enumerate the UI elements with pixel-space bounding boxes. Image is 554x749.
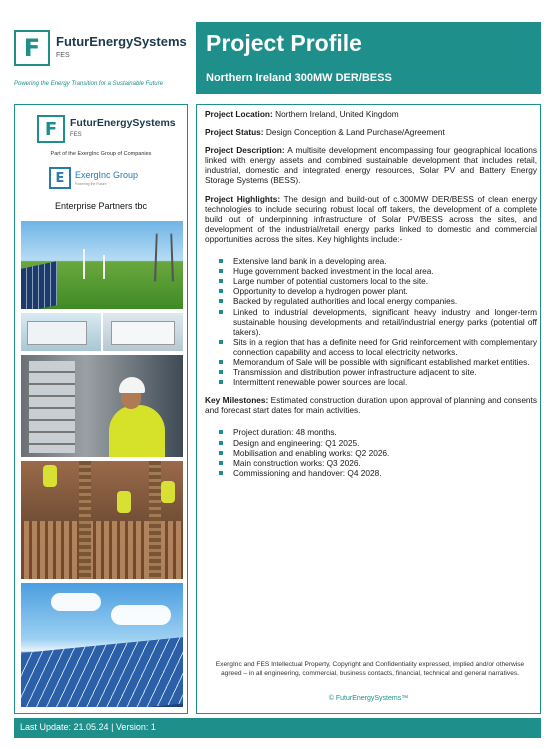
highlight-item: Huge government backed investment in the local area. [219,266,537,276]
content-body [205,109,537,478]
project-highlights: Project Highlights: The design and build-out of c.300MW DER/BESS of clean energy technologies to include securing robust local off takers, the development of a complete build out of underpinning infrastructure of Solar PV/BESS across the sites, and development of the industrial/retail energy parks linked to domestic and commercial opportunities across the sites. Key highlights include:- [205,193,537,244]
exerginc-name: ExergInc Group [75,170,139,180]
title-band [196,22,541,94]
highlight-item: Intermittent renewable power sources are local. [219,377,537,387]
project-description: Project Description: A multisite development encompassing four geographical locations linked with energy assets and combined sustainable development that includes retail, industrial, domestic and integrated energy resources, Solar PV and Battery Energy Storage Systems (BESS). [205,145,537,186]
solar-panel-shape [21,261,57,309]
company-abbr: FES [56,52,70,59]
bess-container-photo [21,313,101,351]
solar-farm-photo [21,583,183,707]
wind-turbine-shape [103,255,105,279]
renewables-landscape-photo [21,221,183,309]
pylon-shape [154,234,174,282]
highlight-item: Opportunity to develop a hydrogen power plant. [219,286,537,296]
highlights-list [219,256,537,387]
construction-site-photo [21,461,183,579]
company-name: FuturEnergySystems [56,34,187,49]
copyright: © FuturEnergySystems™ [328,695,409,702]
highlight-item: Transmission and distribution power infrastructure adjacent to site. [219,367,537,377]
main-content [196,104,541,714]
sidebar-fes-logo [37,115,187,145]
ip-notice: ExergInc and FES Intellectual Property, Copyright and Confidentiality expressed, implied and/or otherwise agreed – in all engineering, commercial, business contacts, financial, technical and general narratives. [215,661,525,677]
key-milestones: Key Milestones: Estimated construction duration upon approval of planning and consents and forecast start dates for main activities. [205,395,538,416]
tagline: Powering the Energy Transition for a Sustainable Future [14,81,163,87]
wind-turbine-shape [83,249,85,279]
milestone-item: Commissioning and handover: Q4 2028. [219,468,537,478]
highlight-item: Large number of potential customers local to the site. [219,276,537,286]
sidebar-fes-logo-mark: F [37,115,65,143]
sidebar-company-name: FuturEnergySystems [70,117,176,129]
sidebar [14,104,188,714]
highlight-item: Linked to industrial developments, significant heavy industry and longer-term sustainable housing developments and retail/industrial energy parks (potential off takers). [219,307,537,337]
exerginc-logo [49,167,159,191]
footer-bar [14,718,541,738]
enterprise-partners: Enterprise Partners tbc [54,201,148,211]
sidebar-company-abbr: FES [70,132,82,138]
engineer-photo [21,355,183,457]
last-update: Last Update: 21.05.24 | Version: 1 [20,722,156,732]
exerginc-logo-mark: E [49,167,71,189]
fes-logo-mark: F [14,30,50,66]
milestones-list [219,427,537,477]
exerginc-sub: Powering the Future [75,182,107,186]
page-title: Project Profile [206,30,362,56]
highlight-item: Sits in a region that has a definite need for Grid reinforcement with complementary connection capability and access to local electricity networks. [219,337,537,357]
project-location: Project Location: Northern Ireland, United Kingdom [205,109,399,119]
page-subtitle: Northern Ireland 300MW DER/BESS [206,72,392,84]
project-status: Project Status: Design Conception & Land Purchase/Agreement [205,127,445,138]
milestone-item: Project duration: 48 months. [219,427,537,437]
part-of-group: Part of the ExergInc Group of Companies [50,151,152,157]
highlight-item: Backed by regulated authorities and local energy companies. [219,296,537,306]
highlight-item: Memorandum of Sale will be possible with significant established market entities. [219,357,537,367]
milestone-item: Main construction works: Q3 2026. [219,458,537,468]
bess-unit-photo [103,313,183,351]
milestone-item: Mobilisation and enabling works: Q2 2026. [219,448,537,458]
highlight-item: Extensive land bank in a developing area. [219,256,537,266]
milestone-item: Design and engineering: Q1 2025. [219,438,537,448]
fes-logo [14,30,194,94]
